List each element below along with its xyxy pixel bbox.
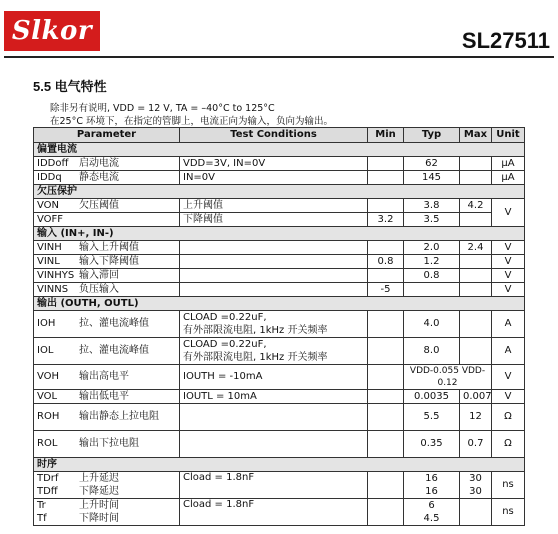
table-row: [34, 365, 525, 390]
col-unit: Unit: [492, 128, 525, 143]
group-row: [34, 297, 525, 311]
unit: A: [492, 338, 525, 365]
cond: IN=0V: [180, 171, 368, 185]
min: -5: [368, 283, 404, 297]
cond: [180, 255, 368, 269]
typ: 0.8: [404, 269, 460, 283]
typ: 6: [428, 500, 435, 511]
max: 12: [460, 404, 492, 431]
max: [460, 338, 492, 365]
table-row: [34, 499, 525, 526]
min: [368, 338, 404, 365]
cond: [180, 431, 368, 458]
typ: 4.0: [404, 311, 460, 338]
table-row: [34, 338, 525, 365]
typ: 4.5: [423, 513, 440, 524]
typ: 16: [425, 486, 438, 497]
min: 0.8: [368, 255, 404, 269]
cond: IOUTH = -10mA: [180, 365, 368, 390]
unit: V: [492, 365, 525, 390]
group-row: [34, 185, 525, 199]
max: [460, 171, 492, 185]
symbol: Tf: [37, 513, 47, 524]
typ: 0.35: [404, 431, 460, 458]
symbol: TDff: [37, 486, 58, 497]
table-row: [34, 269, 525, 283]
table-row: [34, 241, 525, 255]
unit: Ω: [492, 431, 525, 458]
min: [368, 311, 404, 338]
group-row: [34, 227, 525, 241]
param: 欠压阈值: [79, 199, 119, 211]
param: 输出静态上拉电阻: [79, 411, 159, 422]
col-max: Max: [460, 128, 492, 143]
table-row: [34, 255, 525, 269]
param: 输出高电平: [79, 371, 129, 382]
symbol: IDDoff: [37, 157, 69, 169]
table-row: [34, 283, 525, 297]
max: [460, 311, 492, 338]
param: 下降延迟: [79, 486, 119, 497]
min: [368, 171, 404, 185]
max: VDD-0.12: [437, 366, 486, 388]
cond-line1: CLOAD =0.22uF,: [183, 339, 267, 350]
cond: [180, 404, 368, 431]
table-row: [34, 199, 525, 213]
part-number: SL27511: [461, 28, 550, 53]
group-row: [34, 458, 525, 472]
group-output: 输出 (OUTH, OUTL): [34, 297, 525, 311]
max: [460, 499, 492, 526]
min: [368, 199, 404, 213]
symbol: ROL: [37, 438, 58, 449]
typ: 0.0035: [404, 390, 460, 404]
max: 0.007: [460, 390, 492, 404]
unit: Ω: [492, 404, 525, 431]
max: 2.4: [460, 241, 492, 255]
typ: 1.2: [404, 255, 460, 269]
min: [368, 390, 404, 404]
cond-line1: CLOAD =0.22uF,: [183, 312, 267, 323]
table-row: [34, 472, 525, 499]
param: 上升延迟: [79, 473, 119, 484]
group-input: 输入 (IN+, IN-): [34, 227, 525, 241]
min: [368, 404, 404, 431]
param: 拉、灌电流峰值: [79, 318, 149, 329]
min: [368, 365, 404, 390]
col-typ: Typ: [404, 128, 460, 143]
note-current-direction: 在25°C 环境下，在指定的管脚上，电流正向为输入，负向为输出。: [50, 116, 333, 127]
max: 0.7: [460, 431, 492, 458]
typ: VDD-0.055: [409, 366, 459, 376]
param: 负压输入: [79, 283, 119, 295]
min: [368, 241, 404, 255]
symbol: IOH: [37, 318, 56, 329]
table-row: [34, 171, 525, 185]
param: 输出低电平: [79, 390, 129, 402]
col-param: Parameter: [34, 128, 180, 143]
max: [460, 269, 492, 283]
param: 输出下拉电阻: [79, 438, 139, 449]
cond: [180, 241, 368, 255]
electrical-characteristics-table: [33, 127, 525, 526]
unit: V: [492, 390, 525, 404]
table-row: [34, 213, 525, 227]
typ: 8.0: [404, 338, 460, 365]
symbol: VOH: [37, 371, 60, 382]
logo-text: Slkor: [11, 16, 93, 46]
cond: Cload = 1.8nF: [180, 472, 368, 499]
table-row: [34, 390, 525, 404]
max: [460, 255, 492, 269]
typ: 5.5: [404, 404, 460, 431]
symbol: IDDq: [37, 171, 62, 183]
unit: V: [492, 241, 525, 255]
table-row: [34, 404, 525, 431]
symbol: VOL: [37, 390, 58, 402]
param: 输入下降阈值: [79, 255, 139, 267]
col-cond: Test Conditions: [180, 128, 368, 143]
col-min: Min: [368, 128, 404, 143]
min: [368, 269, 404, 283]
min: [368, 499, 404, 526]
section-title: 5.5 电气特性: [33, 79, 107, 94]
symbol: VON: [37, 199, 60, 211]
min: [368, 431, 404, 458]
unit: μA: [492, 171, 525, 185]
group-bias: 偏置电流: [34, 143, 525, 157]
cond: [180, 283, 368, 297]
min: [368, 472, 404, 499]
param: 输入滞回: [79, 269, 119, 281]
brand-logo: [4, 11, 100, 51]
typ: 3.8: [404, 199, 460, 213]
typ: 3.5: [404, 213, 460, 227]
symbol: TDrf: [37, 473, 59, 484]
unit: V: [492, 199, 525, 227]
group-uvlo: 欠压保护: [34, 185, 525, 199]
unit: ns: [492, 499, 525, 526]
table-header-row: [34, 128, 525, 143]
note-conditions: 除非另有说明, VDD = 12 V, TA = –40°C to 125°C: [50, 103, 275, 114]
typ: 16: [425, 473, 438, 484]
param: 拉、灌电流峰值: [79, 345, 149, 356]
unit: V: [492, 283, 525, 297]
unit: ns: [492, 472, 525, 499]
max: [460, 213, 492, 227]
param: 输入上升阈值: [79, 241, 139, 253]
typ: 2.0: [404, 241, 460, 255]
max: 30: [469, 473, 482, 484]
cond: VDD=3V, IN=0V: [180, 157, 368, 171]
cond-line2: 有外部限流电阻, 1kHz 开关频率: [183, 352, 328, 363]
cond: [180, 269, 368, 283]
unit: μA: [492, 157, 525, 171]
param: 上升时间: [79, 500, 119, 511]
cond: Cload = 1.8nF: [180, 499, 368, 526]
max: [460, 157, 492, 171]
typ: [404, 283, 460, 297]
min: [368, 157, 404, 171]
symbol: IOL: [37, 345, 54, 356]
param: 启动电流: [79, 157, 119, 169]
table-row: [34, 311, 525, 338]
symbol: VOFF: [37, 213, 64, 225]
max: 4.2: [460, 199, 492, 213]
symbol: VINH: [37, 241, 62, 253]
group-timing: 时序: [34, 458, 525, 472]
symbol: VINL: [37, 255, 60, 267]
unit: V: [492, 255, 525, 269]
cond: 上升阈值: [180, 199, 368, 213]
max: 30: [469, 486, 482, 497]
typ: 145: [404, 171, 460, 185]
cond: 下降阈值: [180, 213, 368, 227]
param: 下降时间: [79, 513, 119, 524]
param: 静态电流: [79, 171, 119, 183]
cond: IOUTL = 10mA: [180, 390, 368, 404]
table-row: [34, 431, 525, 458]
unit: V: [492, 269, 525, 283]
symbol: ROH: [37, 411, 60, 422]
symbol: VINNS: [37, 283, 69, 295]
cond-line2: 有外部限流电阻, 1kHz 开关频率: [183, 325, 328, 336]
table-row: [34, 157, 525, 171]
group-row: [34, 143, 525, 157]
max: [460, 283, 492, 297]
symbol: Tr: [37, 500, 46, 511]
typ: 62: [404, 157, 460, 171]
symbol: VINHYS: [37, 269, 75, 281]
header-divider: [4, 56, 554, 58]
unit: A: [492, 311, 525, 338]
min: 3.2: [368, 213, 404, 227]
